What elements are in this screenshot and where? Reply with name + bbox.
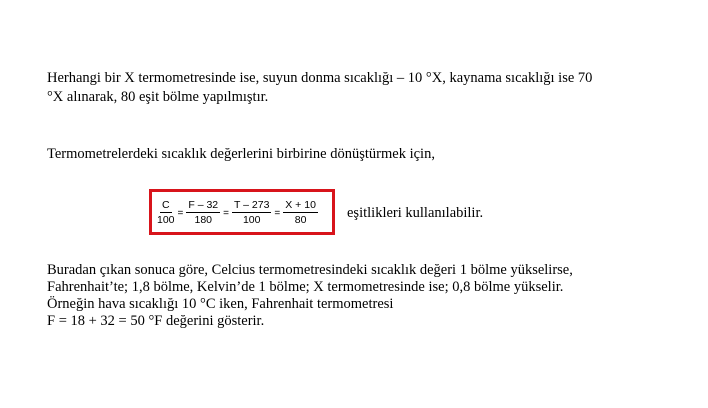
fraction-fahrenheit [186, 199, 220, 226]
equals-sign: = [223, 207, 229, 219]
denominator: 100 [242, 213, 261, 226]
numerator: C [161, 198, 170, 211]
numerator: X + 10 [285, 198, 316, 211]
text-line: Herhangi bir X termometresinde ise, suyun donma sıcaklığı – 10 °X, kaynama sıcaklığı ise 70 [47, 70, 593, 86]
formula-trailing-text: eşitlikleri kullanılabilir. [347, 205, 484, 221]
fraction-kelvin [232, 199, 271, 226]
text-line: Buradan çıkan sonuca göre, Celcius termometresindeki sıcaklık değeri 1 bölme yükselirse, [47, 262, 573, 278]
paragraph-x-thermometer [47, 69, 592, 107]
conversion-formula [157, 196, 318, 228]
equals-sign: = [177, 207, 184, 219]
text-line: Örneğin hava sıcaklığı 10 °C iken, Fahrenhait termometresi [47, 296, 394, 312]
equals-sign: = [274, 207, 281, 219]
paragraph-result [47, 262, 573, 330]
fraction-celsius [157, 199, 175, 226]
denominator: 80 [294, 213, 307, 226]
text-line: Termometrelerdeki sıcaklık değerlerini birbirine dönüştürmek için, [47, 146, 435, 162]
text-line: Fahrenhait’te; 1,8 bölme, Kelvin’de 1 bölme; X termometresinde ise; 0,8 bölme yükselir. [47, 279, 564, 295]
denominator: 180 [194, 213, 213, 226]
text-line: °X alınarak, 80 eşit bölme yapılmıştır. [47, 89, 269, 105]
denominator: 100 [157, 213, 175, 226]
paragraph-conversion-intro [47, 145, 435, 164]
fraction-x [283, 199, 318, 226]
numerator: T – 273 [234, 198, 270, 211]
numerator: F – 32 [188, 198, 219, 211]
text-line: F = 18 + 32 = 50 °F değerini gösterir. [47, 313, 265, 329]
